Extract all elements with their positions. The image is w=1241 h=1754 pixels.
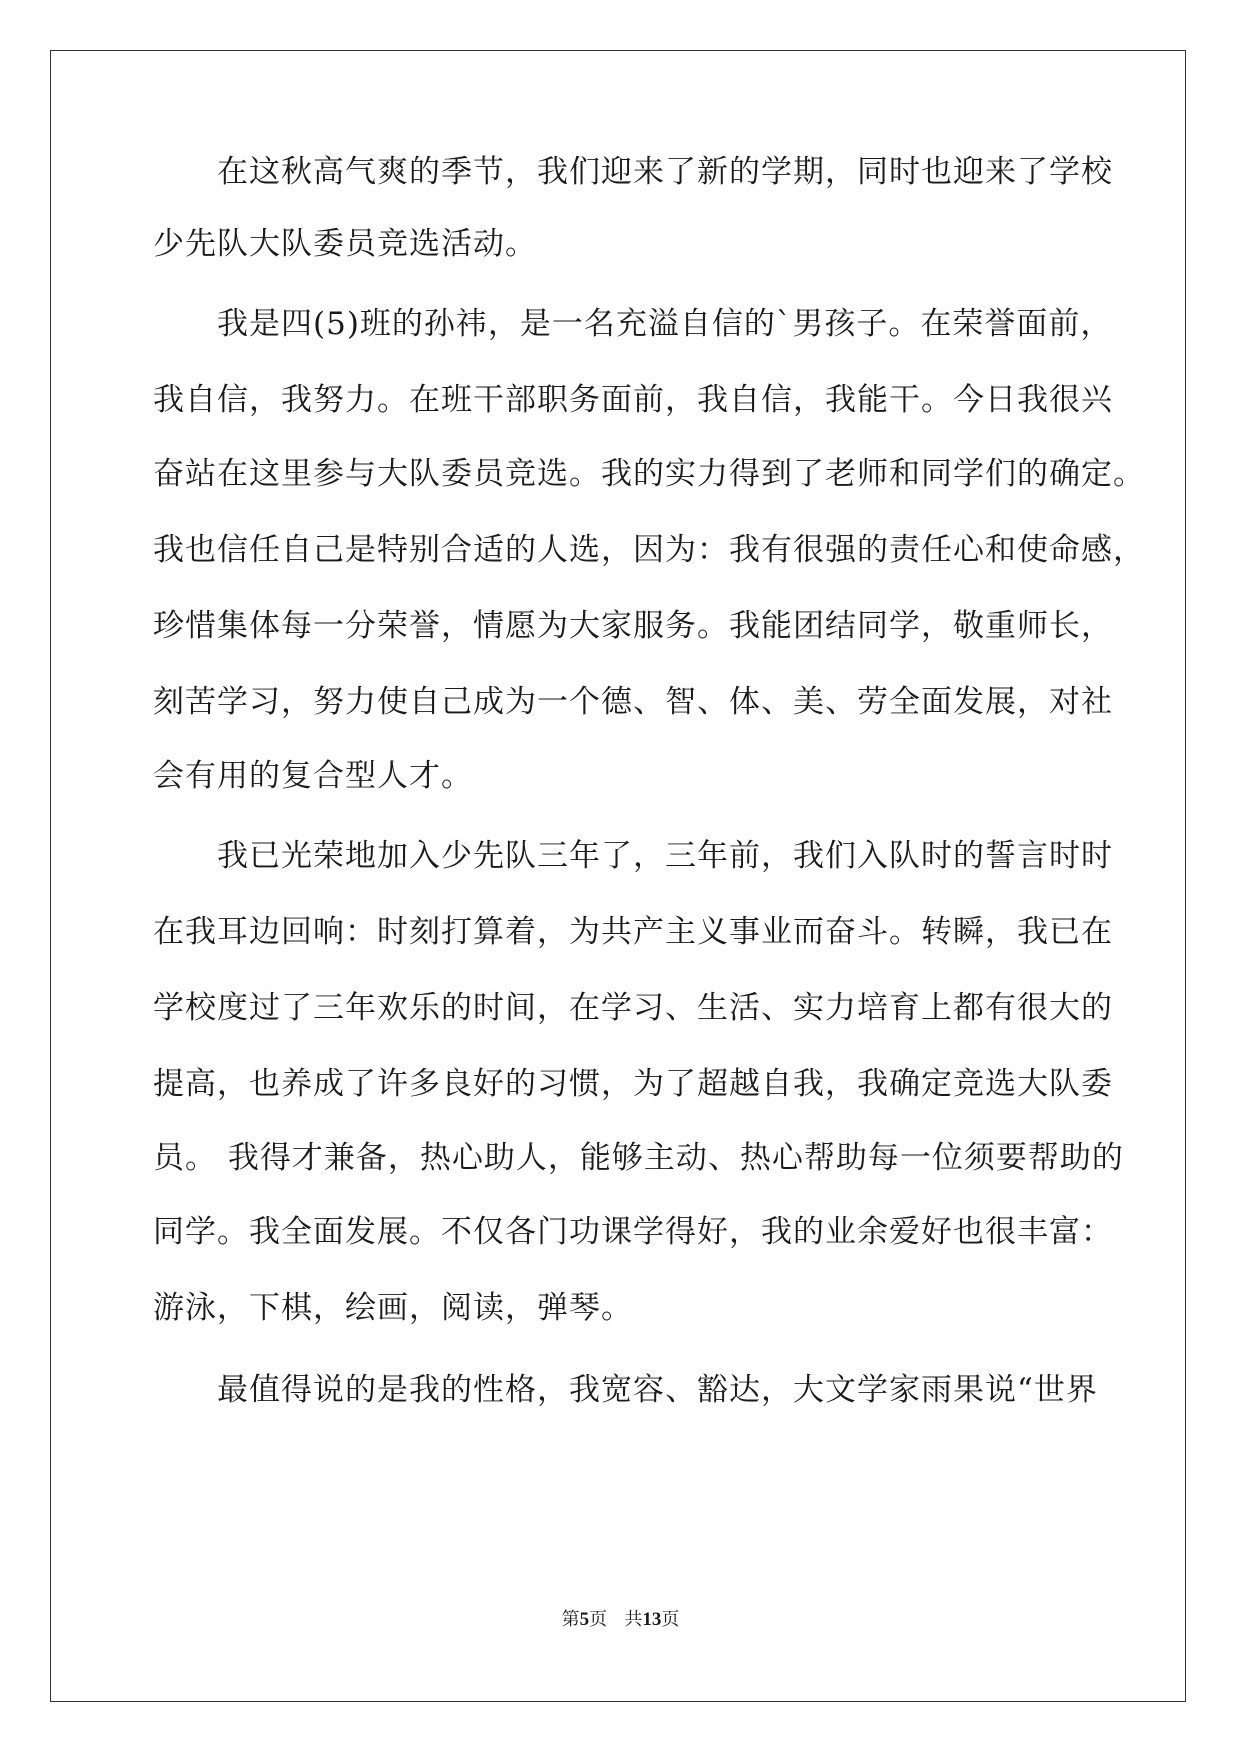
text-line: 学校度过了三年欢乐的时间，在学习、生活、实力培育上都有很大的 — [153, 990, 1113, 1026]
text-line: 最值得说的是我的性格，我宽容、豁达，大文学家雨果说“世界 — [153, 1372, 1098, 1408]
text-line: 我自信，我努力。在班干部职务面前，我自信，我能干。今日我很兴 — [153, 382, 1113, 418]
text-line: 在这秋高气爽的季节，我们迎来了新的学期，同时也迎来了学校 — [153, 154, 1113, 190]
page-prefix: 第 — [561, 1609, 580, 1630]
page-footer — [0, 1608, 1241, 1632]
text-line: 我已光荣地加入少先队三年了，三年前，我们入队时的誓言时时 — [153, 838, 1113, 874]
text-line: 游泳，下棋，绘画，阅读，弹琴。 — [153, 1290, 633, 1326]
text-line: 同学。我全面发展。不仅各门功课学得好，我的业余爱好也很丰富： — [153, 1214, 1113, 1250]
text-line: 提高，也养成了许多良好的习惯，为了超越自我，我确定竞选大队委 — [153, 1066, 1113, 1102]
text-line: 珍惜集体每一分荣誉，情愿为大家服务。我能团结同学，敬重师长， — [153, 608, 1113, 644]
text-line: 奋站在这里参与大队委员竞选。我的实力得到了老师和同学们的确定。 — [153, 456, 1145, 492]
text-line: 少先队大队委员竞选活动。 — [153, 226, 537, 262]
text-line: 员。 我得才兼备，热心助人，能够主动、热心帮助每一位须要帮助的 — [153, 1140, 1124, 1176]
page-suffix: 页 — [589, 1609, 608, 1630]
text-line: 会有用的复合型人才。 — [153, 758, 473, 794]
total-pages: 13 — [642, 1609, 662, 1630]
page-border — [50, 50, 1186, 1702]
text-line: 我是四(5)班的孙祎，是一名充溢自信的`男孩子。在荣誉面前， — [153, 306, 1113, 342]
text-line: 我也信任自己是特别合适的人选，因为：我有很强的责任心和使命感， — [153, 532, 1145, 568]
total-prefix: 共 — [624, 1609, 643, 1630]
text-line: 刻苦学习，努力使自己成为一个德、智、体、美、劳全面发展，对社 — [153, 684, 1113, 720]
text-line: 在我耳边回响：时刻打算着，为共产主义事业而奋斗。转瞬，我已在 — [153, 914, 1113, 950]
page-number: 5 — [579, 1609, 590, 1630]
total-suffix: 页 — [661, 1609, 680, 1630]
